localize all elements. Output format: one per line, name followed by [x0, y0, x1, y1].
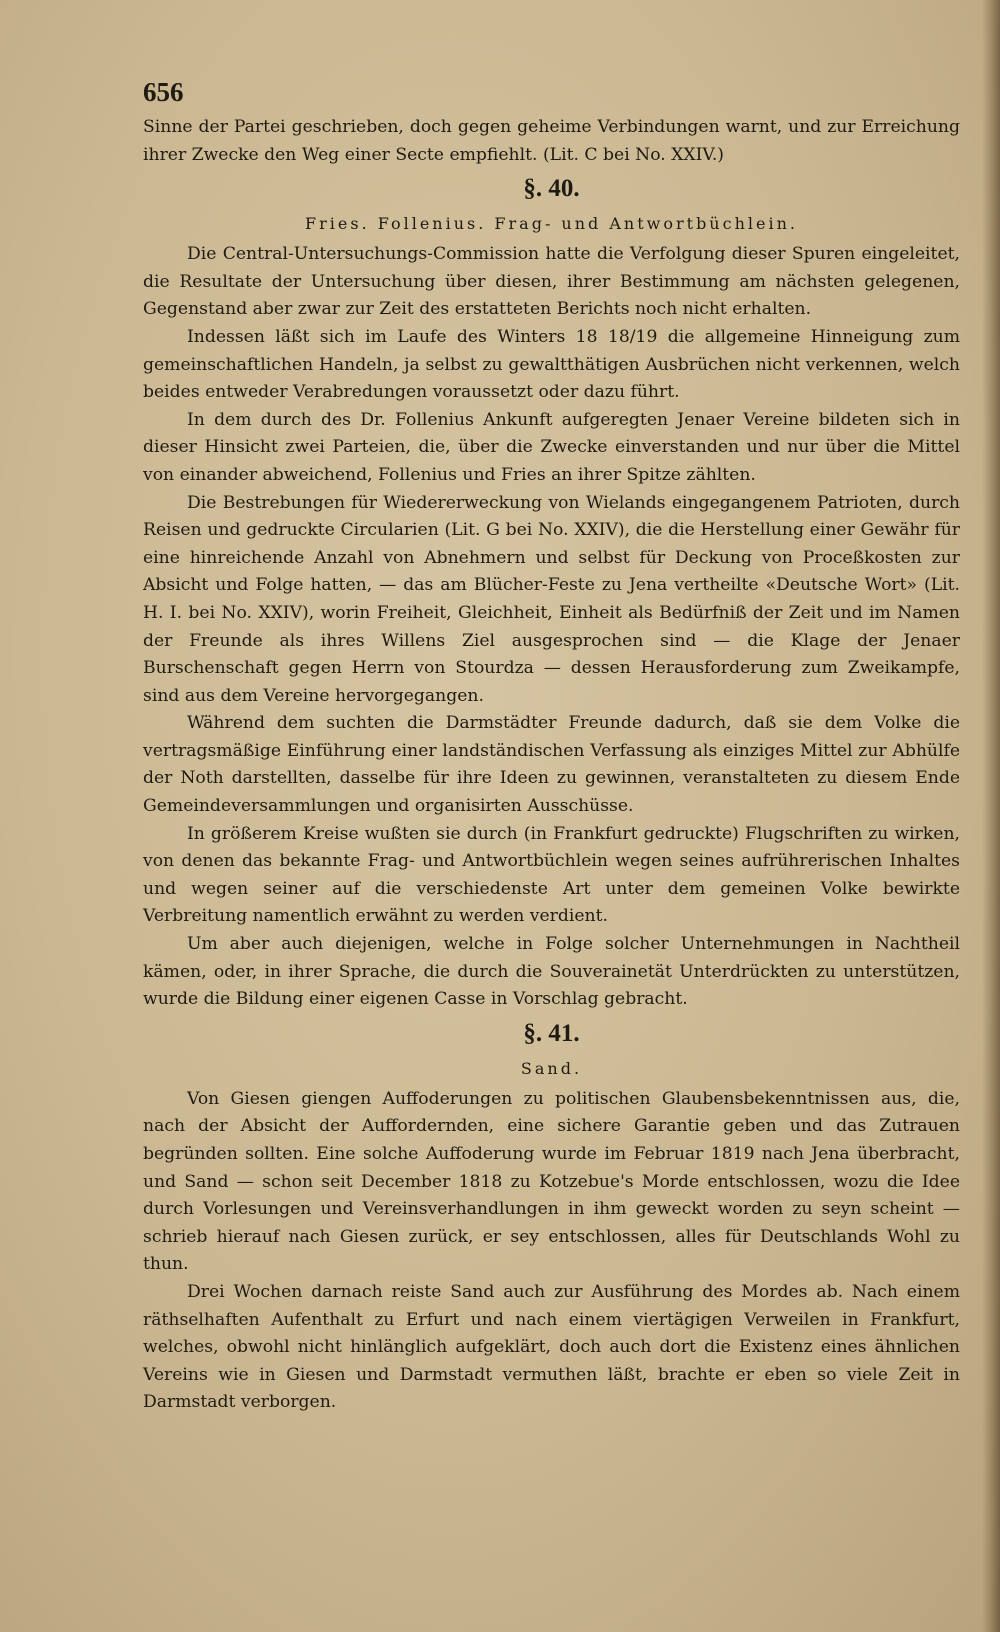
paragraph: Die Central-Untersuchungs-Commission hatte die Verfolgung dieser Spuren eingeleitet, die Resultate der Untersuchung über diesen, ihrer Bestimmung am nächsten gelegenen, Gegenstand aber zwar zur Zeit des erstatteten Berichts noch nicht erhalten. [143, 244, 960, 320]
text-block [143, 76, 960, 1417]
paragraph: Die Bestrebungen für Wiedererweckung von Wielands eingegangenem Patrioten, durch Reisen und gedruckte Circularien (Lit. G bei No. XXIV), die die Herstellung einer Gewähr für eine hinreichende Anzahl von Abnehmern und selbst für Deckung von Proceßkosten zur Absicht und Folge hatten, — das am Blücher-Feste zu Jena vertheilte «Deutsche Wort» (Lit. H. I. bei No. XXIV), worin Freiheit, Gleichheit, Einheit als Bedürfniß der Zeit und im Namen der Freunde als ihres Willens Ziel ausgesprochen sind — die Klage der Jenaer Burschenschaft gegen Herrn von Stourdza — dessen Herausforderung zum Zweikampfe, sind aus dem Vereine hervorgegangen. [143, 492, 960, 706]
paragraph-continuation: Sinne der Partei geschrieben, doch gegen geheime Verbindungen warnt, und zur Erreichung ihrer Zwecke den Weg einer Secte empfiehlt. (Lit. C bei No. XXIV.) [143, 117, 960, 165]
paragraph: In dem durch des Dr. Follenius Ankunft aufgeregten Jenaer Vereine bildeten sich in dieser Hinsicht zwei Parteien, die, über die Zwecke einverstanden und nur über die Mittel von einander abweichend, Follenius und Fries an ihrer Spitze zählten. [143, 409, 960, 485]
section-41-title: §. 41. [523, 1019, 580, 1047]
section-41-subtitle: Sand. [520, 1058, 583, 1078]
paragraph: Um aber auch diejenigen, welche in Folge solcher Unternehmungen in Nachtheil kämen, oder, in ihrer Sprache, die durch die Souverainetät Unterdrückten zu unterstützen, wurde die Bildung einer eigenen Casse in Vorschlag gebracht. [143, 934, 960, 1010]
section-40-subtitle: Fries. Follenius. Frag- und Antwortbüchlein. [305, 214, 798, 234]
page-number: 656 [143, 77, 184, 107]
page-edge-shadow [982, 0, 1000, 1632]
paragraph: In größerem Kreise wußten sie durch (in Frankfurt gedruckte) Flugschriften zu wirken, von denen das bekannte Frag- und Antwortbüchlein wegen seines aufrührerischen Inhaltes und wegen seiner auf die verschiedenste Art unter dem gemeinen Volke bewirkte Verbreitung namentlich erwähnt zu werden verdient. [143, 823, 960, 927]
section-40-title: §. 40. [523, 175, 580, 203]
paragraph: Drei Wochen darnach reiste Sand auch zur Ausführung des Mordes ab. Nach einem räthselhaften Aufenthalt zu Erfurt und nach einem viertägigen Verweilen in Frankfurt, welches, obwohl nicht hinlänglich aufgeklärt, doch auch dort die Existenz eines ähnlichen Vereins wie in Giesen und Darmstadt vermuthen läßt, brachte er eben so viele Zeit in Darmstadt verborgen. [143, 1281, 960, 1413]
paragraph: Von Giesen giengen Auffoderungen zu politischen Glaubensbekenntnissen aus, die, nach der Absicht der Auffordernden, eine sichere Garantie geben und das Zutrauen begründen sollten. Eine solche Auffoderung wurde im Februar 1819 nach Jena überbracht, und Sand — schon seit December 1818 zu Kotzebue's Morde entschlossen, wozu die Idee durch Vorlesungen und Vereinsverhandlungen in ihm geweckt worden zu seyn scheint — schrieb hierauf nach Giesen zurück, er sey entschlossen, alles für Deutschlands Wohl zu thun. [143, 1088, 960, 1275]
paragraph: Während dem suchten die Darmstädter Freunde dadurch, daß sie dem Volke die vertragsmäßige Einführung einer landständischen Verfassung als einziges Mittel zur Abhülfe der Noth darstellten, dasselbe für ihre Ideen zu gewinnen, veranstalteten zu diesem Ende Gemeindeversammlungen und organisirten Ausschüsse. [143, 713, 960, 817]
paragraph: Indessen läßt sich im Laufe des Winters 18 18/19 die allgemeine Hinneigung zum gemeinschaftlichen Handeln, ja selbst zu gewaltthätigen Ausbrüchen nicht verkennen, welch beides entweder Verabredungen voraussetzt oder dazu führt. [143, 326, 960, 403]
